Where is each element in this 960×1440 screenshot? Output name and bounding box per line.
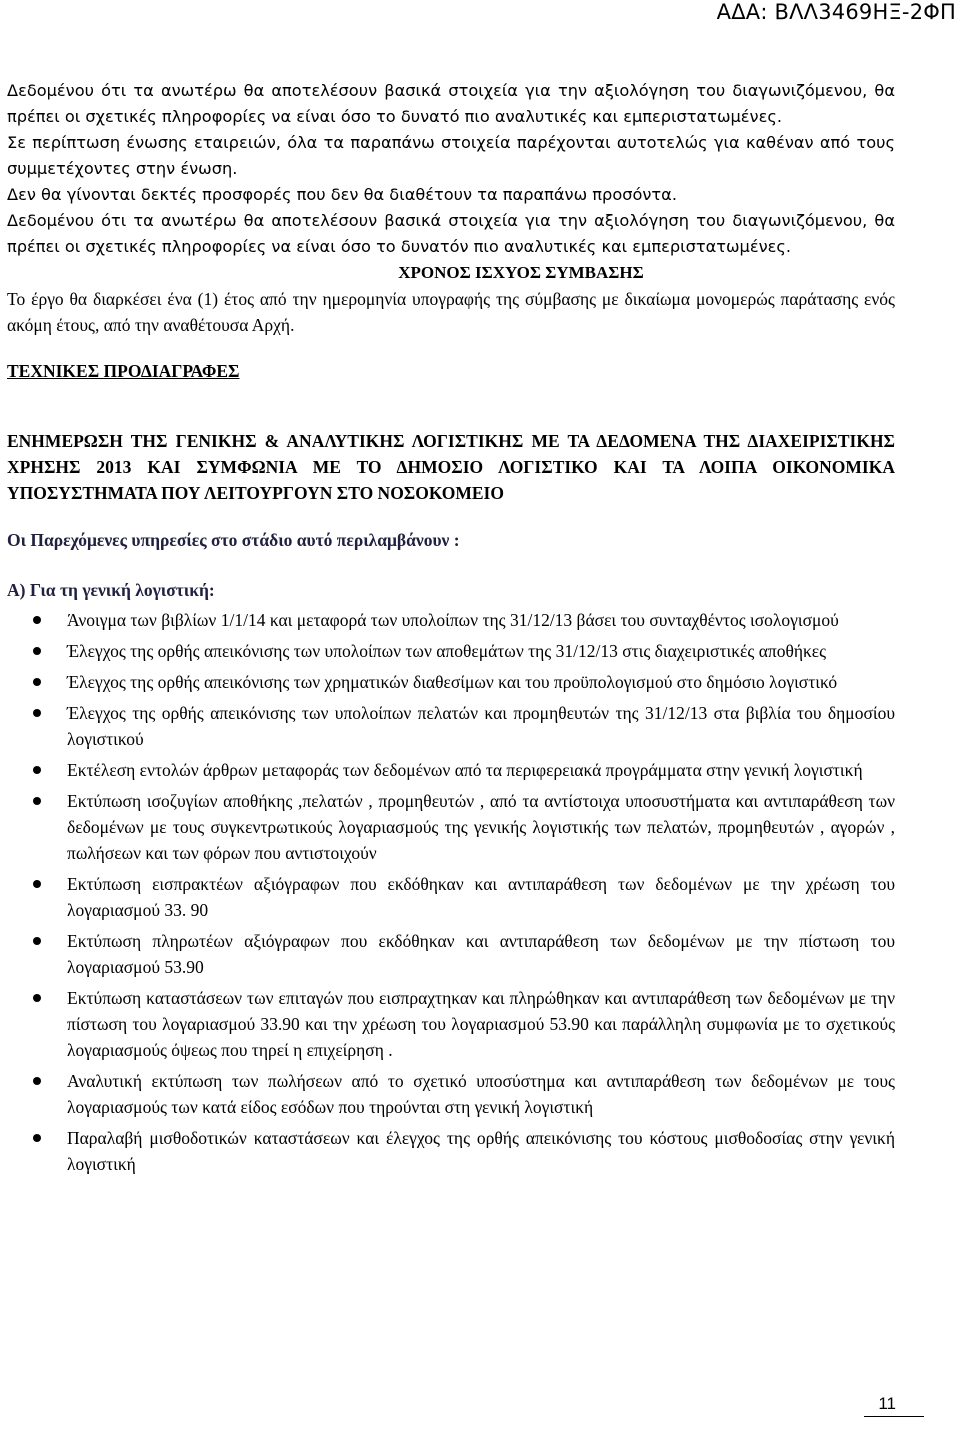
page-number: 11 <box>878 1394 896 1413</box>
document-body <box>7 78 895 1182</box>
intro-paragraph-2: Σε περίπτωση ένωσης εταιρειών, όλα τα παραπάνω στοιχεία παρέχονται αυτοτελώς για καθέναν από τους συμμετέχοντες στην ένωση. <box>7 133 895 178</box>
list-item <box>7 669 895 695</box>
list-item <box>7 700 895 752</box>
list-item <box>7 1068 895 1120</box>
intro-paragraph-1: Δεδομένου ότι τα ανωτέρω θα αποτελέσουν βασικά στοιχεία για την αξιολόγηση του διαγωνιζόμενου, θα πρέπει οι σχετικές πληροφορίες να είναι όσο το δυνατό πιο αναλυτικές και εμπεριστατωμένες. <box>7 81 895 126</box>
bullet-icon <box>33 937 41 945</box>
list-item <box>7 928 895 980</box>
bullet-icon <box>33 1134 41 1142</box>
list-item-text: Έλεγχος της ορθής απεικόνισης των υπολοίπων των αποθεμάτων της 31/12/13 στις διαχειριστικές αποθήκες <box>67 641 827 661</box>
bullet-icon <box>33 1077 41 1085</box>
list-item <box>7 871 895 923</box>
list-item <box>7 788 895 866</box>
services-heading: Οι Παρεχόμενες υπηρεσίες στο στάδιο αυτό περιλαμβάνουν : <box>7 530 460 550</box>
list-item-text: Παραλαβή μισθοδοτικών καταστάσεων και έλεγχος της ορθής απεικόνισης του κόστους μισθοδοσίας στην γενική λογιστική <box>67 1128 895 1174</box>
contract-duration-text: Το έργο θα διαρκέσει ένα (1) έτος από την ημερομηνία υπογραφής της σύμβασης με δικαίωμα μονομερώς παράτασης ενός ακόμη έτους, από την αναθέτουσα Αρχή. <box>7 289 895 335</box>
bullet-icon <box>33 880 41 888</box>
section-a-heading: Α) Για τη γενική λογιστική: <box>7 580 215 600</box>
bullet-icon <box>33 709 41 717</box>
list-item <box>7 607 895 633</box>
intro-paragraph-4: Δεδομένου ότι τα ανωτέρω θα αποτελέσουν βασικά στοιχεία για την αξιολόγηση του διαγωνιζόμενου, θα πρέπει οι σχετικές πληροφορίες να είναι όσο το δυνατόν πιο αναλυτικές και εμπεριστατωμένες. <box>7 211 895 256</box>
list-item <box>7 1125 895 1177</box>
intro-paragraph-3: Δεν θα γίνονται δεκτές προσφορές που δεν θα διαθέτουν τα παραπάνω προσόντα. <box>7 185 677 204</box>
technical-specifications-heading: ΤΕΧΝΙΚΕΣ ΠΡΟΔΙΑΓΡΑΦΕΣ <box>7 361 240 381</box>
bullet-icon <box>33 994 41 1002</box>
bullet-icon <box>33 797 41 805</box>
list-item-text: Εκτύπωση ισοζυγίων αποθήκης ,πελατών , προμηθευτών , από τα αντίστοιχα υποσυστήματα και αντιπαράθεση των δεδομένων με τους συγκεντρωτικούς λογαριασμούς της γενικής λογιστικής των πελατών, προμηθευτών , αγορών , πωλήσεων και των φόρων που αντιστοιχούν <box>67 791 895 863</box>
list-item-text: Έλεγχος της ορθής απεικόνισης των υπολοίπων πελατών και προμηθευτών της 31/12/13 στα βιβλία του δημοσίου λογιστικού <box>67 703 895 749</box>
list-item <box>7 638 895 664</box>
ada-code: ΑΔΑ: ΒΛΛ3469ΗΞ-2ΦΠ <box>716 0 956 24</box>
bullet-icon <box>33 647 41 655</box>
bullet-icon <box>33 616 41 624</box>
list-item-text: Εκτύπωση καταστάσεων των επιταγών που εισπραχτηκαν και πληρώθηκαν και αντιπαράθεση των δεδομένων με την πίστωση του λογαριασμού 33.90 και την χρέωση του λογαριασμού 53.90 και παράλληλη συμφωνία με το σχετικούς λογαριασμούς όψεως που τηρεί η επιχείρηση . <box>67 988 895 1060</box>
services-list <box>7 607 895 1177</box>
list-item <box>7 757 895 783</box>
contract-duration-title: ΧΡΟΝΟΣ ΙΣΧΥΟΣ ΣΥΜΒΑΣΗΣ <box>398 263 644 282</box>
bullet-icon <box>33 678 41 686</box>
list-item-text: Έλεγχος της ορθής απεικόνισης των χρηματικών διαθεσίμων και του προϋπολογισμού στο δημόσιο λογιστικό <box>67 672 838 692</box>
list-item-text: Εκτέλεση εντολών άρθρων μεταφοράς των δεδομένων από τα περιφερειακά προγράμματα στην γενική λογιστική <box>67 760 863 780</box>
list-item-text: Εκτύπωση εισπρακτέων αξιόγραφων που εκδόθηκαν και αντιπαράθεση των δεδομένων με την χρέωση του λογαριασμού 33. 90 <box>67 874 895 920</box>
update-heading: ΕΝΗΜΕΡΩΣΗ ΤΗΣ ΓΕΝΙΚΗΣ & ΑΝΑΛΥΤΙΚΗΣ ΛΟΓΙΣΤΙΚΗΣ ΜΕ ΤΑ ΔΕΔΟΜΕΝΑ ΤΗΣ ΔΙΑΧΕΙΡΙΣΤΙΚΗΣ ΧΡΗΣΗΣ 2013 ΚΑΙ ΣΥΜΦΩΝΙΑ ΜΕ ΤΟ ΔΗΜΟΣΙΟ ΛΟΓΙΣΤΙΚΟ ΚΑΙ ΤΑ ΛΟΙΠΑ ΟΙΚΟΝΟΜΙΚΑ ΥΠΟΣΥΣΤΗΜΑΤΑ ΠΟΥ ΛΕΙΤΟΥΡΓΟΥΝ ΣΤΟ ΝΟΣΟΚΟΜΕΙΟ <box>7 431 895 503</box>
list-item-text: Εκτύπωση πληρωτέων αξιόγραφων που εκδόθηκαν και αντιπαράθεση των δεδομένων με την πίστωση του λογαριασμού 53.90 <box>67 931 895 977</box>
list-item-text: Άνοιγμα των βιβλίων 1/1/14 και μεταφορά των υπολοίπων της 31/12/13 βάσει του συνταχθέντος ισολογισμού <box>67 610 839 630</box>
bullet-icon <box>33 766 41 774</box>
list-item <box>7 985 895 1063</box>
page-number-rule <box>864 1416 924 1417</box>
list-item-text: Αναλυτική εκτύπωση των πωλήσεων από το σχετικό υποσύστημα και αντιπαράθεση των δεδομένων με τους λογαριασμούς των κατά είδος εσόδων που τηρούνται στη γενική λογιστική <box>67 1071 895 1117</box>
